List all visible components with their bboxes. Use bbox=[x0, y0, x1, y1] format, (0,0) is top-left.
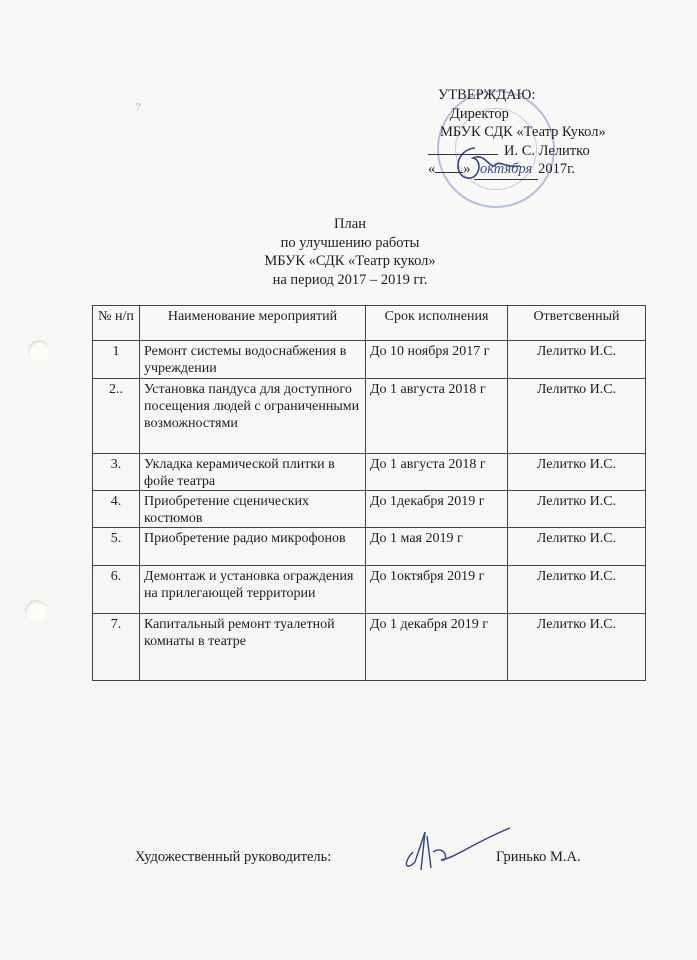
margin-mark: 7 bbox=[135, 100, 141, 114]
signature-line bbox=[428, 154, 498, 155]
approval-block bbox=[428, 86, 606, 180]
approval-position: Директор bbox=[450, 105, 509, 122]
header-name: Наименование мероприятий bbox=[140, 306, 366, 341]
approval-date bbox=[428, 160, 606, 180]
footer-name: Гринько М.А. bbox=[496, 849, 581, 865]
title-line-3: МБУК «СДК «Театр кукол» bbox=[264, 253, 436, 269]
plan-table bbox=[92, 305, 646, 681]
table-row bbox=[93, 454, 646, 491]
row-name: Приобретение радио микрофонов bbox=[140, 528, 366, 566]
header-deadline: Срок исполнения bbox=[366, 306, 508, 341]
row-deadline: До 1октября 2019 г bbox=[366, 566, 508, 614]
punch-hole-top bbox=[28, 340, 50, 362]
row-responsible: Лелитко И.С. bbox=[508, 566, 646, 614]
row-number: 2.. bbox=[93, 379, 140, 454]
row-deadline: До 10 ноября 2017 г bbox=[366, 341, 508, 379]
date-month: октября bbox=[474, 160, 538, 180]
title-line-4: на период 2017 – 2019 гг. bbox=[272, 271, 428, 288]
row-responsible: Лелитко И.С. bbox=[508, 379, 646, 454]
punch-hole-bottom bbox=[25, 600, 47, 622]
title-line-2: по улучшению работы bbox=[280, 234, 420, 251]
row-responsible: Лелитко И.С. bbox=[508, 454, 646, 491]
table-header-row bbox=[93, 306, 646, 341]
row-number: 6. bbox=[93, 566, 140, 614]
approval-heading: УТВЕРЖДАЮ: bbox=[438, 87, 536, 103]
row-name: Приобретение сценических костюмов bbox=[140, 491, 366, 528]
header-number: № н/п bbox=[93, 306, 140, 341]
row-name: Укладка керамической плитки в фойе театра bbox=[140, 454, 366, 491]
row-number: 7. bbox=[93, 614, 140, 681]
row-number: 4. bbox=[93, 491, 140, 528]
approval-name: И. С. Лелитко bbox=[504, 142, 590, 159]
row-responsible: Лелитко И.С. bbox=[508, 341, 646, 379]
row-responsible: Лелитко И.С. bbox=[508, 614, 646, 681]
row-name: Ремонт системы водоснабжения в учреждении bbox=[140, 341, 366, 379]
approval-organization: МБУК СДК «Театр Кукол» bbox=[440, 124, 606, 140]
document-title bbox=[200, 215, 500, 289]
row-responsible: Лелитко И.С. bbox=[508, 491, 646, 528]
row-name: Установка пандуса для доступного посещения людей с ограниченными возможностями bbox=[140, 379, 366, 454]
row-number: 5. bbox=[93, 528, 140, 566]
table-row bbox=[93, 341, 646, 379]
title-line-1: План bbox=[334, 216, 366, 232]
row-deadline: До 1декабря 2019 г bbox=[366, 491, 508, 528]
header-responsible: Ответсвенный bbox=[508, 306, 646, 341]
table-row bbox=[93, 614, 646, 681]
row-deadline: До 1 мая 2019 г bbox=[366, 528, 508, 566]
table-row bbox=[93, 528, 646, 566]
footer-role: Художественный руководитель: bbox=[135, 849, 332, 865]
date-open-quote: « bbox=[428, 161, 436, 177]
row-number: 3. bbox=[93, 454, 140, 491]
row-deadline: До 1 декабря 2019 г bbox=[366, 614, 508, 681]
row-deadline: До 1 августа 2018 г bbox=[366, 454, 508, 491]
date-year: 2017г. bbox=[538, 161, 576, 177]
row-name: Капитальный ремонт туалетной комнаты в театре bbox=[140, 614, 366, 681]
table-row bbox=[93, 566, 646, 614]
table-row bbox=[93, 491, 646, 528]
row-responsible: Лелитко И.С. bbox=[508, 528, 646, 566]
date-close-quote: » bbox=[463, 161, 471, 177]
approval-name-line bbox=[428, 142, 606, 161]
row-deadline: До 1 августа 2018 г bbox=[366, 379, 508, 454]
row-name: Демонтаж и установка ограждения на прилегающей территории bbox=[140, 566, 366, 614]
table-row bbox=[93, 379, 646, 454]
row-number: 1 bbox=[93, 341, 140, 379]
